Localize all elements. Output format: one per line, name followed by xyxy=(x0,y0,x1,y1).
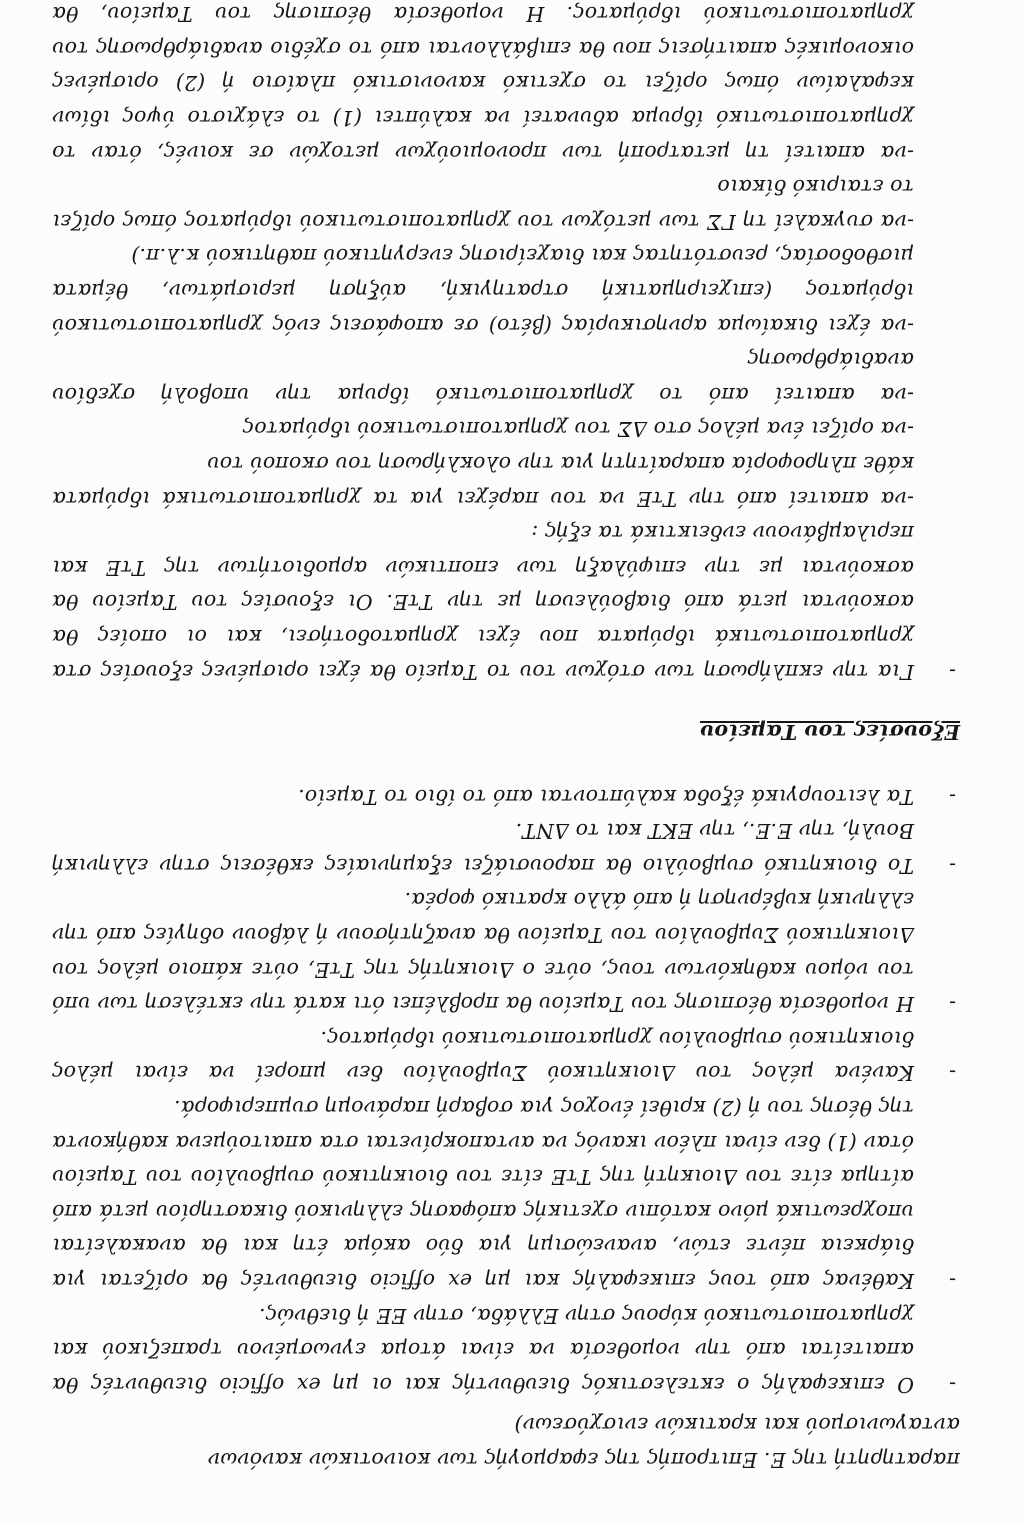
bullet-dash: - xyxy=(948,1061,956,1086)
sub-item: -να ορίζει ένα μέλος στο ΔΣ του χρηματοπιστωτικού ιδρύματος xyxy=(242,417,914,442)
sub-item: -να απαιτεί από το χρηματοπιστωτικό ίδρυμα την υποβολή σχεδίου αναδιάρθρωσης xyxy=(52,348,914,407)
text-column xyxy=(52,0,960,1477)
list-item: - Το διοικητικό συμβούλιο θα παρουσιάζει εξαμηνιαίες εκθέσεις στην ελληνική Βουλή, την Ε.Ε., την ΕΚΤ και το ΔΝΤ. xyxy=(52,814,960,883)
list-item: - Τα λειτουργικά έξοδα καλύπτονται από το ίδιο το Ταμείο. xyxy=(52,779,960,814)
bullet-dash: - xyxy=(948,1372,956,1397)
list-item: - Η νομοθεσία θέσπισης του Ταμείου θα προβλέπει ότι κατά την εκτέλεση των υπό του νόμου καθηκόντων τους, ούτε ο Διοικητής της ΤτΕ, ούτε κάποιο μέλος του Διοικητικού Συμβουλίου του Ταμείου θα αναζητήσουν ή λάβουν οδηγίες από την ελληνική κυβέρνηση ή από άλλο κρατικό φορέα. xyxy=(52,883,960,1021)
list-item: - Ο επικεφαλής ο εκτελεστικός διευθυντής και οι μη ex officio διευθυντές θα απαιτείται από την νομοθεσία να είναι άτομα εγνωσμένου τραπεζικού και χρηματοπιστωτικού κύρους στην Ελλάδα, στην ΕΕ ή διεθνώς. xyxy=(52,1298,960,1402)
section-heading: Εξουσίες του Ταμείου xyxy=(700,720,960,745)
bullet-dash: - xyxy=(948,992,956,1017)
intro-paragraph: παρατηρητή της Ε. Επιτροπής της εφαρμογής των κοινοτικών κανόνων ανταγωνισμού και κρατικών ενισχύσεων) xyxy=(207,1413,960,1472)
sub-item: -να απαιτεί τη μετατροπή των προνομιούχων μετοχών σε κοινές, όταν το χρηματοπιστωτικό ίδρυμα αδυνατεί να καλύπτει (1) το ελάχιστο ύψος ιδίων κεφαλαίων όπως ορίζει το σχετικό κανονιστικό πλαίσιο ή (2) ορισμένες οικονομικές απαιτήσεις που θα επιβάλλονται από το σχέδιο αναδιάρθρωσης του χρηματοπιστωτικού ιδρύματος. Η νομοθεσία θέσπισης του Ταμείου, θα xyxy=(52,2,914,165)
list-item: - Καθένας από τους επικεφαλής και μη ex officio διευθυντές θα ορίζεται για διάρκεια πέντε ετών, ανανεώσιμη για δύο ακόμα έτη και θα ανακαλείται υποχρεωτικά μόνο κατόπιν σχετικής απόφασης ελληνικού δικαστηρίου μετά από αίτημα είτε του Διοικητή της ΤτΕ είτε του διοικητικού συμβουλίου του Ταμείου όταν (1) δεν είναι πλέον ικανός να ανταποκρίνεται στα απαιτούμενα καθήκοντα της θέσης του ή (2) κριθεί ένοχος για σοβαρή παράνομη συμπεριφορά. xyxy=(52,1090,960,1298)
sub-item: -να απαιτεί από την ΤτΕ να του παρέχει για τα χρηματοπιστωτικά ιδρύματα κάθε πληροφορία απαραίτητη για την ολοκλήρωση του σκοπού του xyxy=(52,451,914,511)
sub-item: -να συγκαλεί τη ΓΣ των μετόχων του χρηματοπιστωτικού ιδρύματος όπως ορίζει το εταιρικό δίκαιο xyxy=(52,175,914,234)
list-item: - Για την εκπλήρωση των στόχων του το Ταμείο θα έχει ορισμένες εξουσίες στα χρηματοπιστωτικά ιδρύματα που έχει χρηματοδοτήσει, και οι οποίες θα ασκούνται μετά από διαβούλευση με την ΤτΕ. Οι εξουσίες του Ταμείου θα ασκούνται με την επιφύλαξη των εποπτικών αρμοδιοτήτων της ΤτΕ και περιλαμβάνουν ενδεικτικά τα εξής : xyxy=(52,516,960,689)
bullet-dash: - xyxy=(948,659,956,684)
bullet-dash: - xyxy=(948,784,956,809)
bullet-dash: - xyxy=(948,853,956,878)
list-item: - Κανένα μέλος του Διοικητικού Συμβουλίου δεν μπορεί να είναι μέλος διοικητικού συμβουλίου χρηματοπιστωτικού ιδρύματος. xyxy=(52,1021,960,1090)
sub-item: -να έχει δικαίωμα αρνησικυρίας (βέτο) σε αποφάσεις ενός χρηματοπιστωτικού ιδρύματος (επιχειρηματική στρατηγική, αύξηση μερισμάτων, θέματα μισθοδοσίας, ρευστότητας και διαχείρισης ενεργητικού παθητικού κ.λ.π.) xyxy=(52,244,914,338)
bullet-dash: - xyxy=(948,1269,956,1294)
